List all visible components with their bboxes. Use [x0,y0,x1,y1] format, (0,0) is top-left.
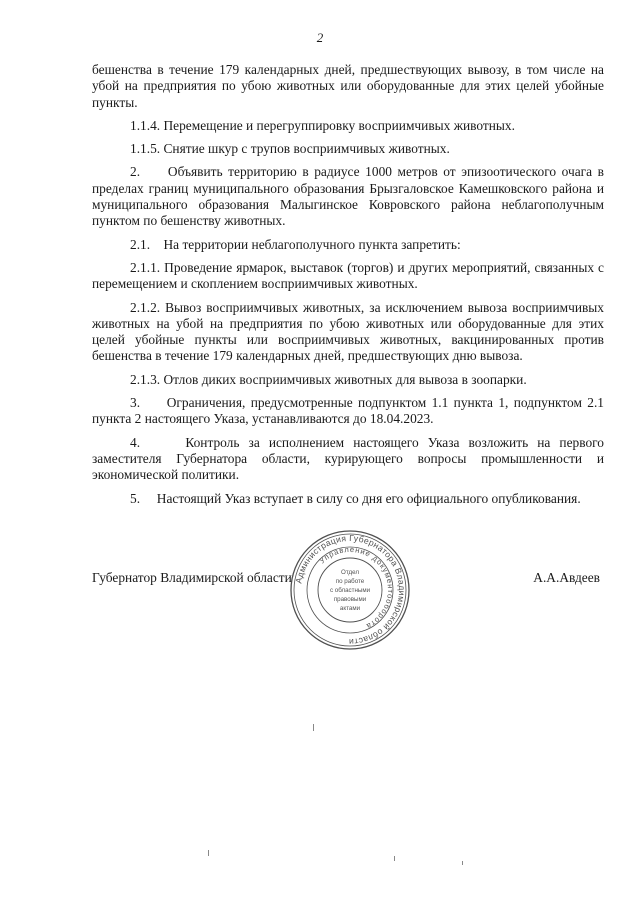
stamp-center-line-4: правовыми [333,596,367,603]
paragraph-3: 3. Ограничения, предусмотренные подпунктом 1.1 пункта 1, подпунктом 2.1 пункта 2 настоящего Указа, устанавливаются до 18.04.2023. [92,395,604,427]
stamp-center-line-3: с областными [329,587,371,594]
paragraph-continuation: бешенства в течение 179 календарных дней, предшествующих вывозу, в том числе на убой на предприятия по убою животных или оборудованные для этих целей убойные пункты. [92,62,604,110]
paragraph-1-1-4: 1.1.4. Перемещение и перегруппировку восприимчивых животных. [130,117,515,133]
stamp-center-line-1: Отдел [341,569,359,576]
paragraph-2-1-3: 2.1.3. Отлов диких восприимчивых животных для вывоза в зоопарки. [130,371,527,387]
page-number: 2 [316,30,324,45]
paragraph-2-1: 2.1. На территории неблагополучного пункта запретить: [130,236,461,252]
paragraph-5: 5. Настоящий Указ вступает в силу со дня его официального опубликования. [130,490,581,506]
signatory-position: Губернатор Владимирской области [92,570,292,585]
signatory-name: А.А.Авдеев [533,570,600,585]
paragraph-2: 2. Объявить территорию в радиусе 1000 метров от эпизоотического очага в пределах границ муниципального образования Брызгаловское Камешковского района и муниципального образования Малыгинское Ковровского района неблагополучным пунктом по бешенству животных. [92,164,604,229]
stamp-center-line-2: по работе [335,578,365,585]
stamp-center-line-5: актами [339,605,361,612]
stamp-inner-text: Управление документооборота [317,544,396,632]
stamp-outer-text: Администрация Губернатора Владимирской области [293,532,408,648]
paragraph-1-1-5: 1.1.5. Снятие шкур с трупов восприимчивых животных. [130,141,450,157]
paragraph-2-1-1: 2.1.1. Проведение ярмарок, выставок (торгов) и других мероприятий, связанных с перемещением и скоплением восприимчивых животных. [92,259,604,292]
paragraph-4: 4. Контроль за исполнением настоящего Указа возложить на первого заместителя Губернатора области, курирующего вопросы промышленности и экономической политики. [92,434,604,483]
paragraph-2-1-2: 2.1.2. Вывоз восприимчивых животных, за исключением вывоза восприимчивых животных на убой на предприятия по убою животных или оборудованные для этих целей убойные пункты или восприимчивых животных, вакцинированных против бешенства в течение 179 календарных дней, предшествующих дню вывоза. [92,299,604,364]
